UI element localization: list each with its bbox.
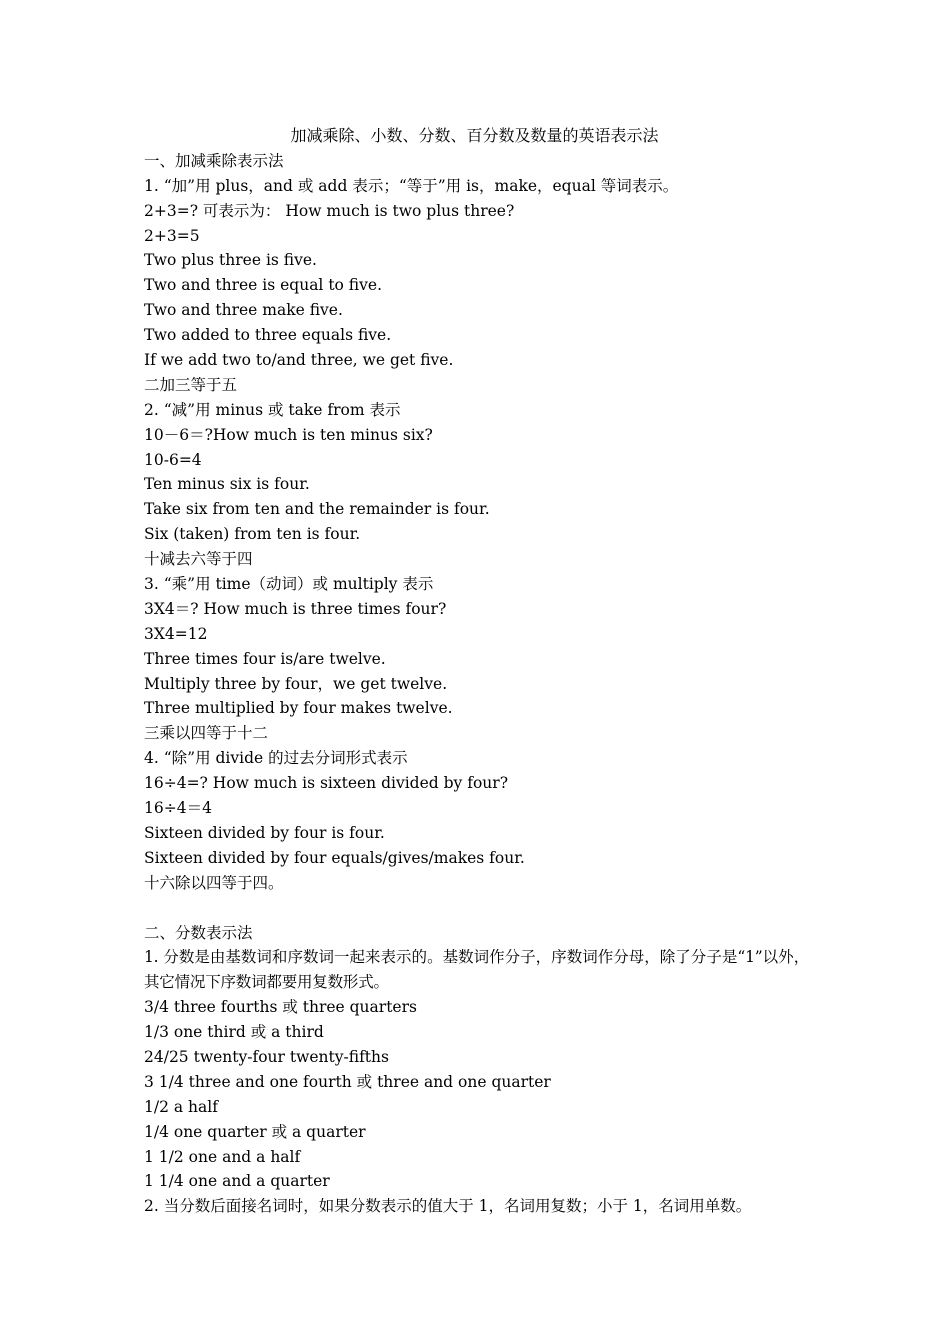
text-line: Six (taken) from ten is four. [144, 525, 361, 544]
text-line: Multiply three by four，we get twelve. [144, 674, 448, 693]
section-heading-arithmetic: 一、加减乘除表示法 [144, 151, 284, 170]
text-line: 3 1/4 three and one fourth 或 three and one quarter [144, 1072, 551, 1091]
text-line: Two and three make five. [144, 301, 343, 320]
text-line: 三乘以四等于十二 [144, 724, 269, 743]
text-line: 2+3=? 可表示为： How much is two plus three? [144, 201, 515, 220]
text-line: Two added to three equals five. [144, 326, 392, 345]
text-line: 3. “乘”用 time（动词）或 multiply 表示 [144, 575, 434, 594]
text-line: 1/2 a half [144, 1097, 218, 1116]
text-line: 1/4 one quarter 或 a quarter [144, 1122, 366, 1141]
text-line: 十减去六等于四 [144, 550, 253, 569]
text-line: Sixteen divided by four is four. [144, 823, 385, 842]
document-title: 加减乘除、小数、分数、百分数及数量的英语表示法 [290, 126, 659, 145]
text-line: Take six from ten and the remainder is four. [144, 500, 490, 519]
text-line: Three multiplied by four makes twelve. [144, 699, 453, 718]
text-line: 1 1/4 one and a quarter [144, 1172, 330, 1191]
text-line: 1/3 one third 或 a third [144, 1023, 324, 1042]
document-page [144, 124, 809, 1219]
text-line: If we add two to/and three, we get five. [144, 351, 454, 370]
text-line: Sixteen divided by four equals/gives/makes four. [144, 848, 525, 867]
text-line: 16÷4＝4 [144, 799, 212, 818]
text-line: 10－6＝?How much is ten minus six? [144, 425, 433, 444]
fraction-rule-paragraph: 1. 分数是由基数词和序数词一起来表示的。基数词作分子，序数词作分母，除了分子是“1”以外，其它情况下序数词都要用复数形式。 [144, 948, 809, 992]
text-line: 2. “减”用 minus 或 take from 表示 [144, 400, 401, 419]
text-line: 24/25 twenty-four twenty-fifths [144, 1047, 389, 1066]
text-line: 二加三等于五 [144, 375, 238, 394]
text-line: 3X4=12 [144, 624, 208, 643]
text-line: 2. 当分数后面接名词时，如果分数表示的值大于 1，名词用复数；小于 1，名词用单数。 [144, 1197, 752, 1216]
text-line: Two plus three is five. [144, 251, 317, 270]
text-line: 2+3=5 [144, 226, 200, 245]
text-line: Three times four is/are twelve. [144, 649, 386, 668]
text-line: Ten minus six is four. [144, 475, 310, 494]
text-line: 1 1/2 one and a half [144, 1147, 301, 1166]
text-line: 十六除以四等于四。 [144, 873, 284, 892]
text-line: Two and three is equal to five. [144, 276, 383, 295]
text-line: 10-6=4 [144, 450, 202, 469]
text-line: 16÷4=? How much is sixteen divided by four? [144, 774, 509, 793]
text-line: 3X4＝? How much is three times four? [144, 599, 447, 618]
text-line: 4. “除”用 divide 的过去分词形式表示 [144, 749, 408, 768]
text-line: 1. “加”用 plus，and 或 add 表示；“等于”用 is，make，equal 等词表示。 [144, 176, 679, 195]
text-line: 3/4 three fourths 或 three quarters [144, 998, 417, 1017]
blank-line [144, 896, 809, 921]
section-heading-fractions: 二、分数表示法 [144, 923, 253, 942]
